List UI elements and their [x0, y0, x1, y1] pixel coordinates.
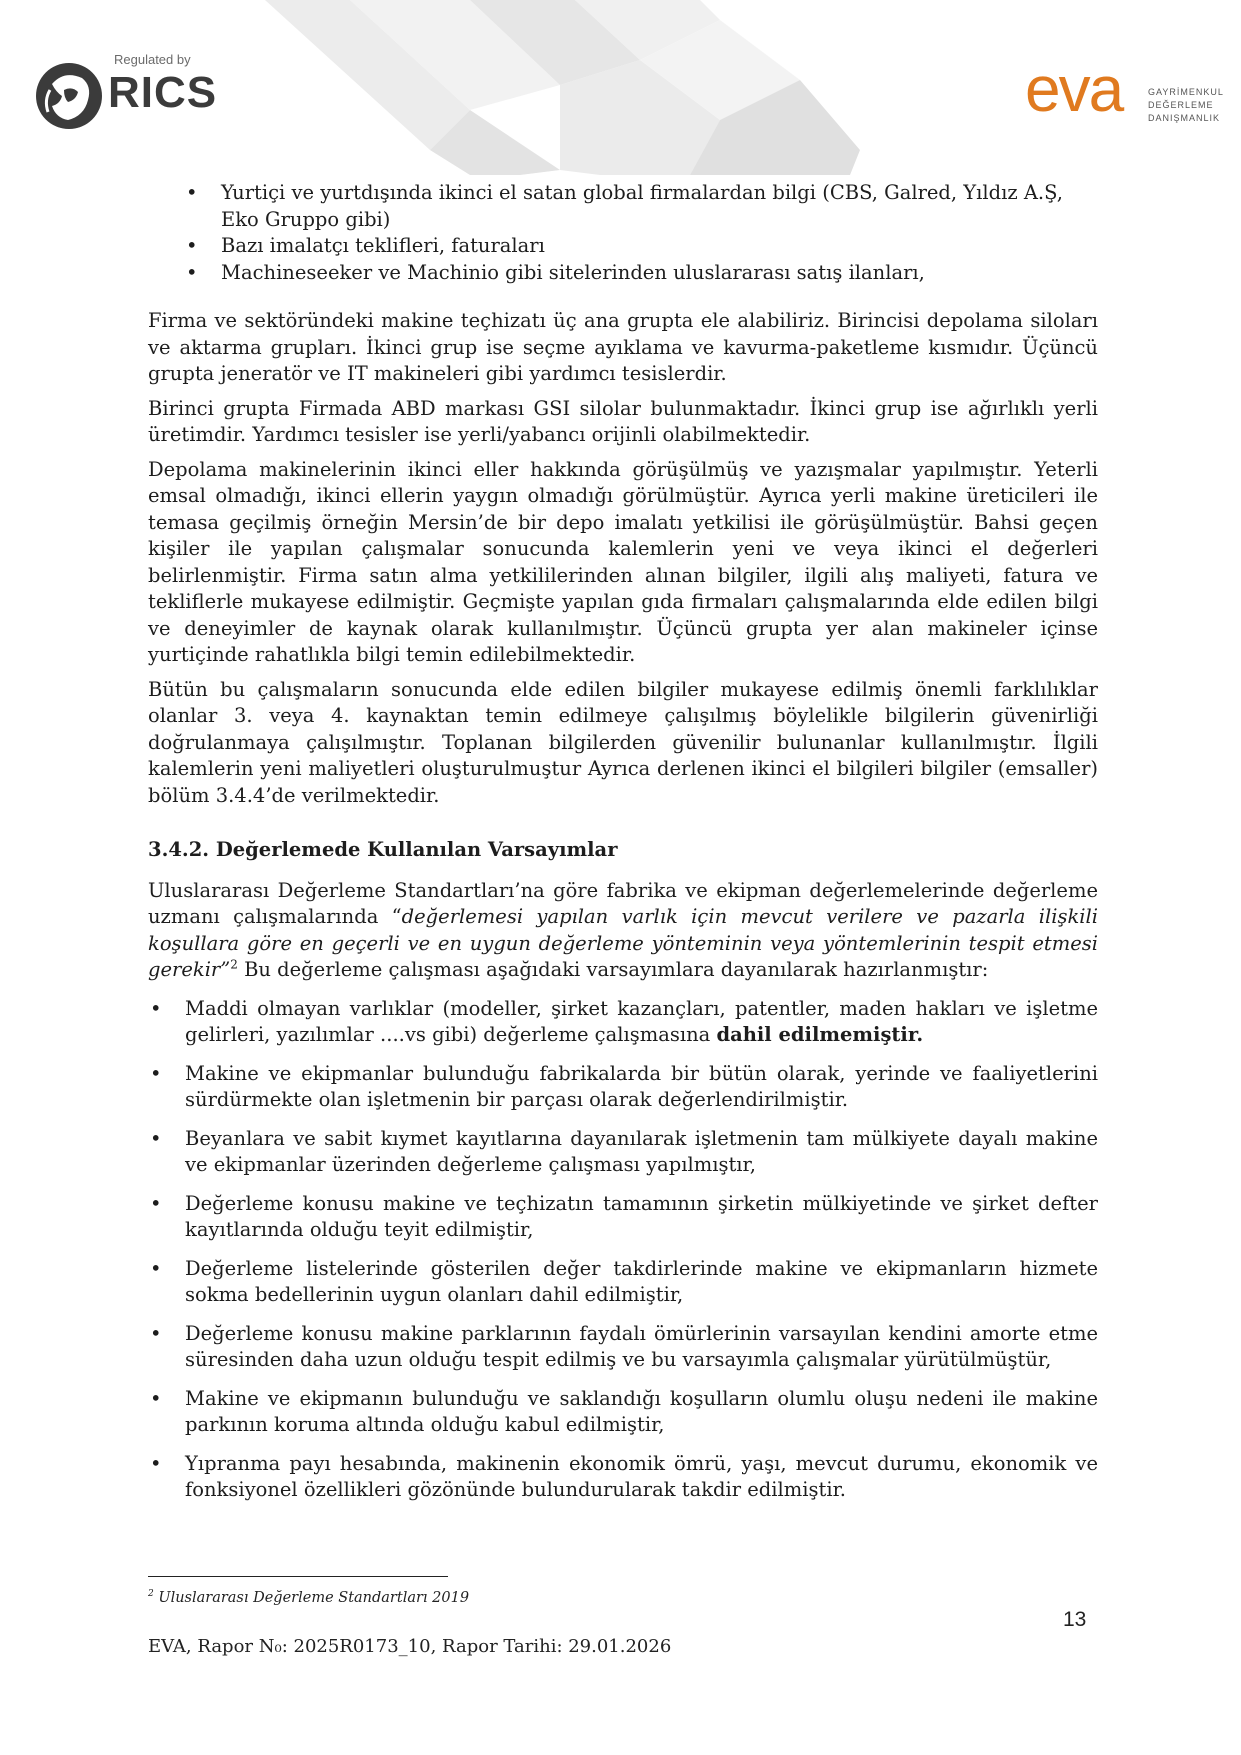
- list-item-text: Değerleme konusu makine parklarının faydalı ömürlerinin varsayılan kendini amorte etme süresinden daha uzun olduğu tespit edilmiş ve bu varsayımla çalışmalar yürütülmüştür,: [185, 1321, 1098, 1371]
- eva-logo: [1025, 50, 1235, 140]
- page-number: 13: [1063, 1608, 1087, 1631]
- list-item-text: Bazı imalatçı teklifleri, faturaları: [221, 234, 545, 257]
- bullet-icon: •: [150, 1061, 162, 1085]
- rics-regulated-text: Regulated by: [114, 52, 191, 67]
- list-item: [148, 260, 1098, 287]
- list-item: [148, 233, 1098, 260]
- footnote-text: Uluslararası Değerleme Standartları 2019: [158, 1590, 470, 1606]
- list-item-text: Yıpranma payı hesabında, makinenin ekonomik ömrü, yaşı, mevcut durumu, ekonomik ve fonksiyonel özellikleri gözönünde bulundurularak takdir edilmiştir.: [185, 1451, 1098, 1501]
- intro-paragraph: [148, 878, 1098, 984]
- rics-brand-text: RICS: [108, 68, 218, 117]
- bullet-icon: •: [150, 1386, 162, 1410]
- footnote-divider: [148, 1576, 448, 1577]
- list-item: [148, 1321, 1098, 1374]
- list-item-text: Değerleme listelerinde gösterilen değer takdirlerinde makine ve ekipmanların hizmete sokma bedellerinin uygun olanları dahil edilmiştir,: [185, 1256, 1098, 1306]
- list-item-text: Değerleme konusu makine ve teçhizatın tamamının şirketin mülkiyetinde ve şirket defter kayıtlarında olduğu teyit edilmiştir,: [185, 1191, 1098, 1241]
- footnote-mark: 2: [148, 1589, 154, 1600]
- section-heading: 3.4.2. Değerlemede Kullanılan Varsayımlar: [148, 838, 618, 861]
- bullet-icon: •: [186, 234, 198, 257]
- bullet-icon: •: [150, 1321, 162, 1345]
- list-item-text: Yurtiçi ve yurtdışında ikinci el satan global firmalardan bilgi (CBS, Galred, Yıldız A.Ş, Eko Gruppo gibi): [221, 181, 1063, 231]
- bullet-icon: •: [186, 260, 198, 284]
- page-header: [0, 0, 1241, 175]
- list-item: [148, 180, 1098, 233]
- bullet-icon: •: [150, 1451, 162, 1475]
- intro-text: Uluslararası Değerleme Standartları’na göre fabrika ve ekipman değerlemelerinde değerleme uzmanı çalışmalarında “: [148, 878, 1098, 928]
- page-footer: EVA, Rapor N₀: 2025R0173_10, Rapor Tarihi: 29.01.2026: [148, 1636, 672, 1657]
- assumption-list: [148, 996, 1098, 1504]
- bullet-icon: •: [186, 181, 198, 204]
- list-item: [148, 1061, 1098, 1114]
- intro-text-end: Bu değerleme çalışması aşağıdaki varsayımlara dayanılarak hazırlanmıştır:: [237, 958, 989, 981]
- paragraph: Firma ve sektöründeki makine teçhizatı üç ana grupta ele alabiliriz. Birincisi depolama siloları ve aktarma grupları. İkinci grup ise seçme ayıklama ve kavurma-paketleme kısmıdır. Üçüncü grupta jeneratör ve IT makineleri gibi yardımcı tesislerdir.: [148, 309, 1098, 385]
- list-item-text: Beyanlara ve sabit kıymet kayıtlarına dayanılarak işletmenin tam mülkiyete dayalı makine ve ekipmanlar üzerinden değerleme çalışması yapılmıştır,: [185, 1126, 1098, 1176]
- paragraph: Bütün bu çalışmaların sonucunda elde edilen bilgiler mukayese edilmiş önemli farklılıklar olanlar 3. veya 4. kaynaktan temin edilmeye çalışılmış böylelikle bilgilerin güvenirliği doğrulanmaya çalışılmıştır. Toplanan bilgilerden güvenilir bulunanlar kullanılmıştır. İlgili kalemlerin yeni maliyetleri oluşturulmuştur Ayrıca derlenen ikinci el bilgileri bilgiler (emsaller) bölüm 3.4.4’de verilmektedir.: [148, 677, 1098, 807]
- bullet-icon: •: [150, 996, 162, 1020]
- list-item: [148, 996, 1098, 1049]
- list-item: [148, 1126, 1098, 1179]
- rics-logo: [34, 48, 244, 138]
- eva-sub-line: DEĞERLEME: [1148, 100, 1214, 110]
- eva-brand-text: eva: [1025, 53, 1123, 125]
- list-item: [148, 1256, 1098, 1309]
- eva-subtitle: [1148, 86, 1224, 125]
- list-item-text: Makine ve ekipmanlar bulunduğu fabrikalarda bir bütün olarak, yerinde ve faaliyetlerini sürdürmekte olan işletmenin bir parçası olarak değerlendirilmiştir.: [185, 1061, 1098, 1111]
- intro-quote: değerlemesi yapılan varlık için mevcut verilere ve pazarla ilişkili koşullara göre en geçerli ve en uygun değerleme yönteminin veya yöntemlerinin tespit etmesi gerekir”: [148, 905, 1098, 981]
- list-item: [148, 1386, 1098, 1439]
- eva-sub-line: DANIŞMANLIK: [1148, 113, 1221, 123]
- list-item-bold: dahil edilmemiştir.: [716, 1023, 924, 1046]
- list-item-text: Machineseeker ve Machinio gibi sitelerinden uluslararası satış ilanları,: [221, 260, 925, 284]
- list-item: [148, 1451, 1098, 1504]
- lion-icon: [34, 60, 104, 132]
- footnote-ref: 2: [230, 957, 238, 972]
- list-item: [148, 1191, 1098, 1244]
- list-item-text: Maddi olmayan varlıklar (modeller, şirket kazançları, patentler, maden hakları ve işletme gelirleri, yazılımlar ....vs gibi) değerleme çalışmasına: [185, 996, 1098, 1046]
- paragraph: Depolama makinelerinin ikinci eller hakkında görüşülmüş ve yazışmalar yapılmıştır. Yeterli emsal olmadığı, ikinci ellerin yaygın olmadığı görülmüştür. Ayrıca yerli makine üreticileri ile temasa geçilmiş örneğin Mersin’de bir depo imalatı yetkilisi ile görüşülmüştür. Bahsi geçen kişiler ile yapılan çalışmalar sonucunda kalemlerin yeni ve veya ikinci el değerleri belirlenmiştir. Firma satın alma yetkililerinden alınan bilgiler, ilgili alış maliyeti, fatura ve tekliflerle mukayese edilmiştir. Geçmişte yapılan gıda firmaları çalışmalarında elde edilen bilgi ve deneyimler de kaynak olarak kullanılmıştır. Üçüncü grupta yer alan makineler içinse yurtiçinde rahatlıkla bilgi temin edilebilmektedir.: [148, 457, 1098, 666]
- bullet-icon: •: [150, 1191, 162, 1215]
- page-body: [148, 180, 1098, 1516]
- source-list: [148, 180, 1098, 286]
- footnote: [148, 1590, 469, 1606]
- list-item-text: Makine ve ekipmanın bulunduğu ve saklandığı koşulların olumlu oluşu nedeni ile makine parkının koruma altında olduğu kabul edilmiştir,: [185, 1386, 1098, 1436]
- bullet-icon: •: [150, 1126, 162, 1150]
- bullet-icon: •: [150, 1256, 162, 1280]
- paragraph: Birinci grupta Firmada ABD markası GSI silolar bulunmaktadır. İkinci grup ise ağırlıklı yerli üretimdir. Yardımcı tesisler ise yerli/yabancı orijinli olabilmektedir.: [148, 396, 1098, 446]
- eva-sub-line: GAYRİMENKUL: [1148, 87, 1224, 97]
